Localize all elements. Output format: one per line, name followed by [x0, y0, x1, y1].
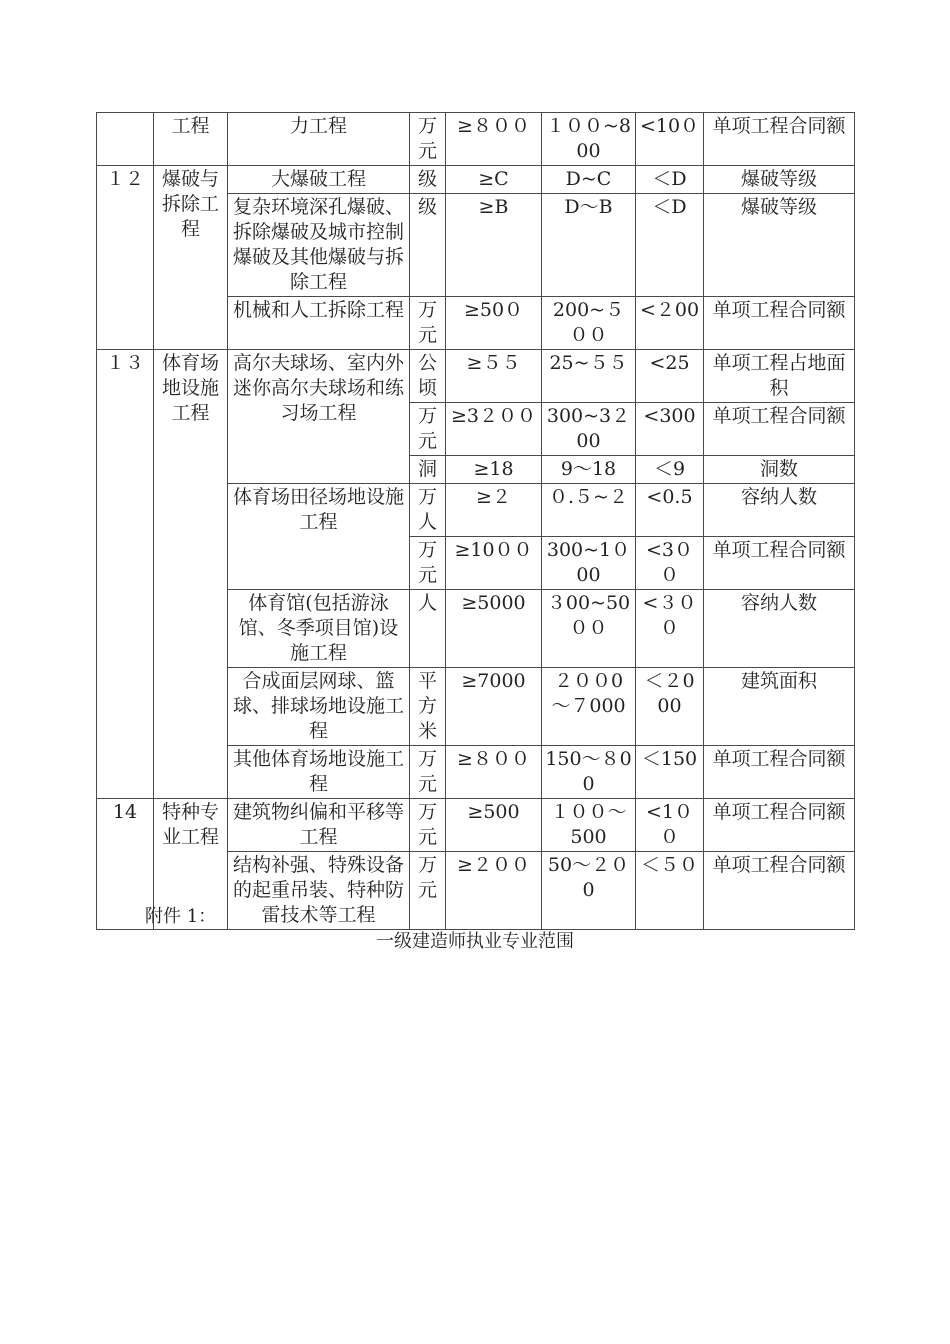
large-scale-cell: ≥８００ — [446, 746, 542, 799]
remark-cell: 单项工程合同额 — [704, 113, 855, 166]
small-scale-cell: ＜２000 — [636, 668, 704, 746]
large-scale-cell: ≥C — [446, 166, 542, 194]
table-row — [97, 799, 855, 852]
unit-cell: 级 — [410, 194, 446, 297]
remark-cell: 爆破等级 — [704, 194, 855, 297]
small-scale-cell: ＜５０ — [636, 852, 704, 930]
remark-cell: 单项工程合同额 — [704, 799, 855, 852]
large-scale-cell: ≥18 — [446, 456, 542, 484]
large-scale-cell: ≥500 — [446, 799, 542, 852]
row-number-cell — [97, 113, 154, 166]
category-cell: 特种专业工程 — [154, 799, 228, 930]
small-scale-cell: ＜9 — [636, 456, 704, 484]
medium-scale-cell: 25~５５ — [542, 350, 636, 403]
large-scale-cell: ≥10００ — [446, 537, 542, 590]
large-scale-cell: ≥B — [446, 194, 542, 297]
medium-scale-cell: ２００0～７000 — [542, 668, 636, 746]
project-item-cell: 力工程 — [228, 113, 410, 166]
unit-cell: 级 — [410, 166, 446, 194]
unit-cell: 万元 — [410, 746, 446, 799]
category-cell: 爆破与拆除工程 — [154, 166, 228, 350]
unit-cell: 万元 — [410, 852, 446, 930]
remark-cell: 洞数 — [704, 456, 855, 484]
large-scale-cell: ≥3２００ — [446, 403, 542, 456]
small-scale-cell: ＜150 — [636, 746, 704, 799]
large-scale-cell: ≥８００ — [446, 113, 542, 166]
remark-cell: 单项工程合同额 — [704, 297, 855, 350]
medium-scale-cell: １００~800 — [542, 113, 636, 166]
scale-standard-table — [96, 112, 855, 930]
row-number-cell: １３ — [97, 350, 154, 799]
unit-cell: 万元 — [410, 799, 446, 852]
remark-cell: 建筑面积 — [704, 668, 855, 746]
project-item-cell: 机械和人工拆除工程 — [228, 297, 410, 350]
project-item-cell: 复杂环境深孔爆破、拆除爆破及城市控制爆破及其他爆破与拆除工程 — [228, 194, 410, 297]
project-item-cell: 合成面层网球、篮球、排球场地设施工程 — [228, 668, 410, 746]
project-item-cell: 高尔夫球场、室内外迷你高尔夫球场和练习场工程 — [228, 350, 410, 484]
unit-cell: 万元 — [410, 537, 446, 590]
remark-cell: 单项工程合同额 — [704, 403, 855, 456]
unit-cell: 平方米 — [410, 668, 446, 746]
medium-scale-cell: １００～500 — [542, 799, 636, 852]
unit-cell: 人 — [410, 590, 446, 668]
remark-cell: 单项工程占地面积 — [704, 350, 855, 403]
project-item-cell: 体育场田径场地设施工程 — [228, 484, 410, 590]
page-caption: 一级建造师执业专业范围 — [376, 931, 574, 952]
small-scale-cell: <３００ — [636, 590, 704, 668]
project-item-cell: 建筑物纠偏和平移等工程 — [228, 799, 410, 852]
large-scale-cell: ≥50０ — [446, 297, 542, 350]
remark-cell: 单项工程合同额 — [704, 746, 855, 799]
project-item-cell: 其他体育场地设施工程 — [228, 746, 410, 799]
medium-scale-cell: ３00~50００ — [542, 590, 636, 668]
small-scale-cell: <300 — [636, 403, 704, 456]
large-scale-cell: ≥5000 — [446, 590, 542, 668]
large-scale-cell: ≥7000 — [446, 668, 542, 746]
remark-cell: 容纳人数 — [704, 590, 855, 668]
medium-scale-cell: 200~５００ — [542, 297, 636, 350]
unit-cell: 洞 — [410, 456, 446, 484]
unit-cell: 万元 — [410, 113, 446, 166]
table-row — [97, 166, 855, 194]
category-cell: 体育场地设施工程 — [154, 350, 228, 799]
remark-cell: 容纳人数 — [704, 484, 855, 537]
large-scale-cell: ≥２ — [446, 484, 542, 537]
small-scale-cell: <1００ — [636, 799, 704, 852]
project-item-cell: 体育馆(包括游泳馆、冬季项目馆)设施工程 — [228, 590, 410, 668]
unit-cell: 万元 — [410, 297, 446, 350]
small-scale-cell: <25 — [636, 350, 704, 403]
unit-cell: 公顷 — [410, 350, 446, 403]
remark-cell: 单项工程合同额 — [704, 852, 855, 930]
small-scale-cell: ＜D — [636, 166, 704, 194]
table-row — [97, 113, 855, 166]
unit-cell: 万人 — [410, 484, 446, 537]
medium-scale-cell: 50～２０0 — [542, 852, 636, 930]
category-cell: 工程 — [154, 113, 228, 166]
row-number-cell: 14 — [97, 799, 154, 930]
small-scale-cell: ＜D — [636, 194, 704, 297]
small-scale-cell: <２00 — [636, 297, 704, 350]
medium-scale-cell: 9～18 — [542, 456, 636, 484]
medium-scale-cell: 300~1０00 — [542, 537, 636, 590]
medium-scale-cell: D~C — [542, 166, 636, 194]
attachment-label: 附件 1： — [145, 906, 217, 927]
medium-scale-cell: D～B — [542, 194, 636, 297]
large-scale-cell: ≥５５ — [446, 350, 542, 403]
project-item-cell: 大爆破工程 — [228, 166, 410, 194]
table-row — [97, 350, 855, 403]
small-scale-cell: <3００ — [636, 537, 704, 590]
medium-scale-cell: 150～８00 — [542, 746, 636, 799]
remark-cell: 爆破等级 — [704, 166, 855, 194]
row-number-cell: １２ — [97, 166, 154, 350]
medium-scale-cell: ０.５~２ — [542, 484, 636, 537]
unit-cell: 万元 — [410, 403, 446, 456]
small-scale-cell: <10０ — [636, 113, 704, 166]
medium-scale-cell: 300~3２00 — [542, 403, 636, 456]
large-scale-cell: ≥２００ — [446, 852, 542, 930]
remark-cell: 单项工程合同额 — [704, 537, 855, 590]
project-item-cell: 结构补强、特殊设备的起重吊装、特种防雷技术等工程 — [228, 852, 410, 930]
small-scale-cell: <0.5 — [636, 484, 704, 537]
